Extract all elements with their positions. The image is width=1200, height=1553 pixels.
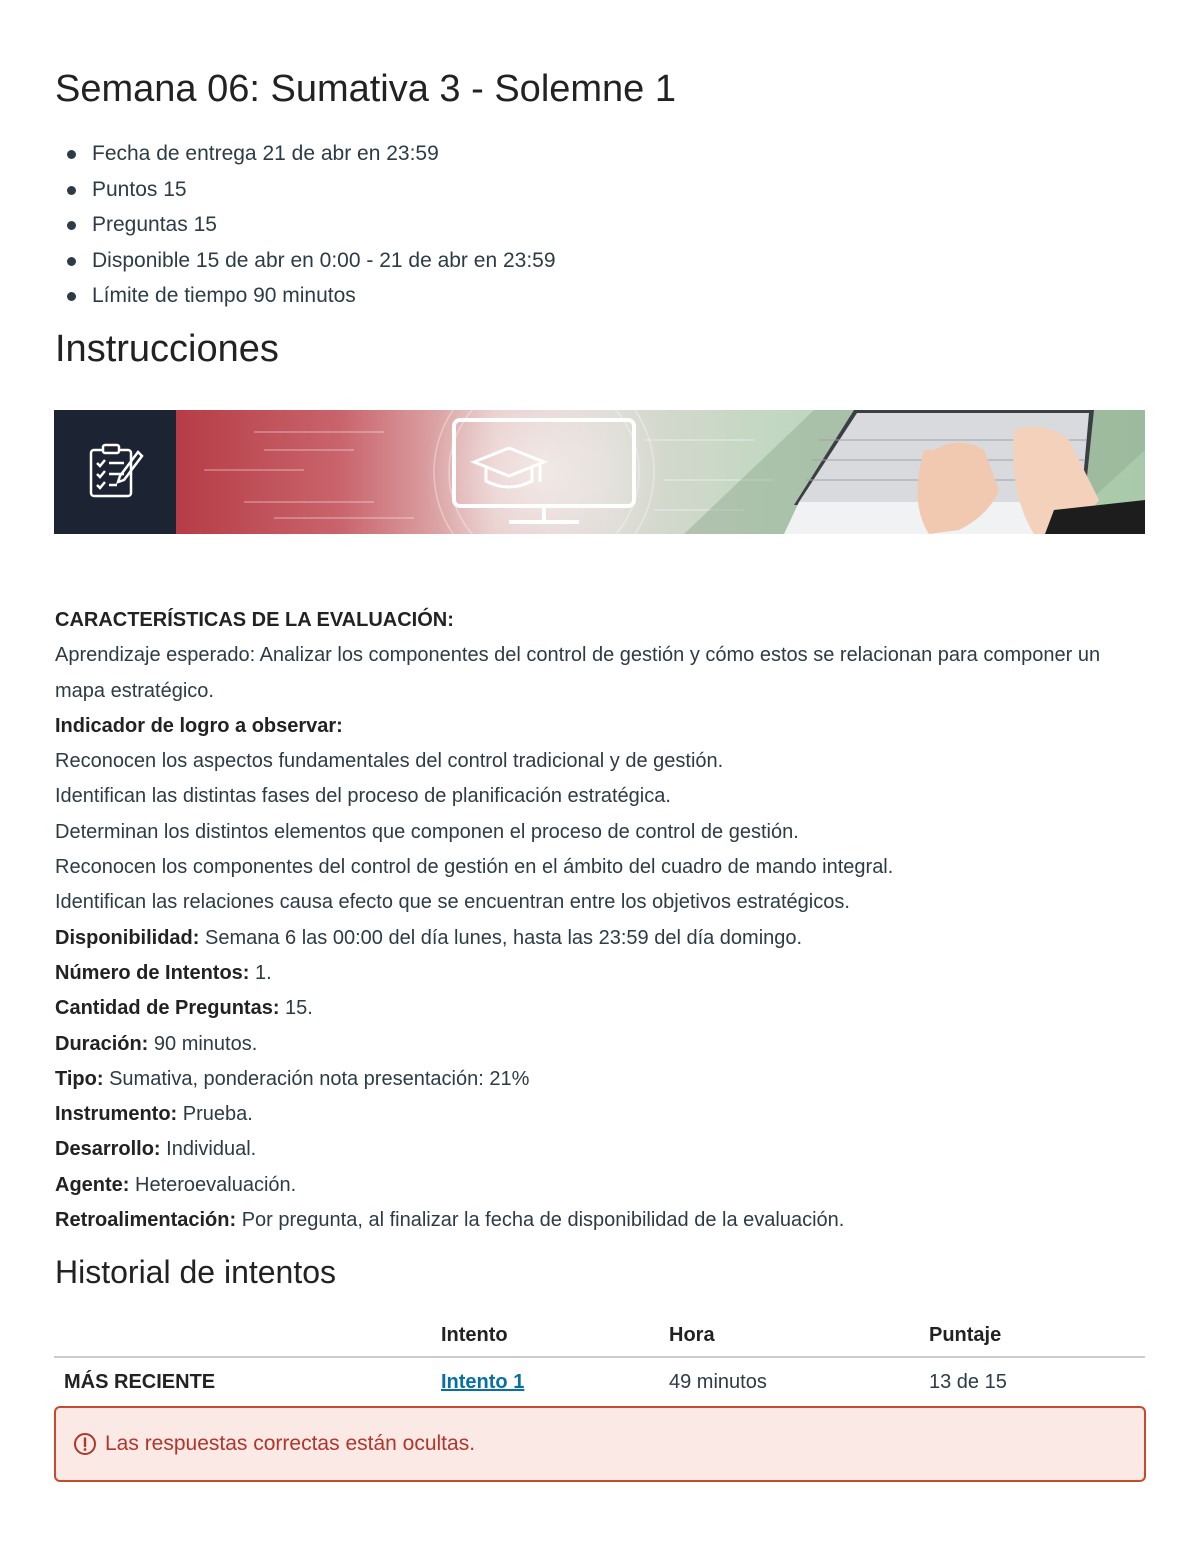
- detail-label: Retroalimentación:: [55, 1209, 237, 1232]
- quiz-meta-list: [55, 136, 556, 314]
- detail-label: Cantidad de Preguntas:: [55, 997, 280, 1020]
- detail-label: Disponibilidad:: [55, 926, 200, 949]
- detail-availability: [55, 921, 1145, 956]
- indicator-item: Reconocen los aspectos fundamentales del control tradicional y de gestión.: [55, 750, 724, 773]
- indicator-item: Identifican las relaciones causa efecto que se encuentran entre los objetivos estratégicos.: [55, 891, 850, 914]
- detail-label: Tipo:: [55, 1067, 104, 1090]
- latest-label: MÁS RECIENTE: [64, 1370, 216, 1393]
- attempts-table: [54, 1314, 1145, 1406]
- score-cell: 13 de 15: [929, 1370, 1007, 1393]
- detail-type: [55, 1062, 1145, 1097]
- indicator-heading: Indicador de logro a observar:: [55, 714, 343, 737]
- detail-label: Agente:: [55, 1173, 130, 1196]
- column-header-attempt: Intento: [441, 1323, 508, 1346]
- detail-label: Instrumento:: [55, 1103, 178, 1126]
- learning-outcome: Aprendizaje esperado: Analizar los componentes del control de gestión y cómo estos se relacionan para componer un mapa estratégico.: [55, 644, 1101, 702]
- detail-questions: [55, 991, 1145, 1026]
- characteristics-heading: CARACTERÍSTICAS DE LA EVALUACIÓN:: [55, 609, 454, 631]
- questions-count: Preguntas 15: [55, 207, 556, 243]
- indicator-item: Determinan los distintos elementos que componen el proceso de control de gestión.: [55, 820, 799, 843]
- detail-duration: [55, 1027, 1145, 1062]
- due-date: Fecha de entrega 21 de abr en 23:59: [55, 136, 556, 172]
- instructions-banner: [54, 410, 1145, 534]
- detail-agent: [55, 1168, 1145, 1203]
- detail-value: 1.: [249, 961, 272, 984]
- column-header-blank: [54, 1314, 431, 1357]
- history-heading: Historial de intentos: [55, 1254, 337, 1290]
- detail-value: 15.: [279, 997, 313, 1020]
- page-title: Semana 06: Sumativa 3 - Solemne 1: [55, 68, 677, 110]
- indicator-item: Identifican las distintas fases del proceso de planificación estratégica.: [55, 785, 671, 808]
- indicator-item: Reconocen los componentes del control de gestión en el ámbito del cuadro de mando integral.: [55, 856, 894, 879]
- detail-development: [55, 1132, 1145, 1167]
- detail-instrument: [55, 1097, 1145, 1132]
- availability: Disponible 15 de abr en 0:00 - 21 de abr en 23:59: [55, 243, 556, 279]
- detail-value: Heteroevaluación.: [129, 1173, 297, 1196]
- detail-value: Por pregunta, al finalizar la fecha de disponibilidad de la evaluación.: [236, 1209, 845, 1232]
- detail-value: Prueba.: [177, 1103, 253, 1126]
- attempt-cell: [431, 1357, 659, 1406]
- table-row: [54, 1357, 1145, 1406]
- detail-value: Semana 6 las 00:00 del día lunes, hasta las 23:59 del día domingo.: [199, 926, 803, 949]
- time-cell: 49 minutos: [669, 1370, 767, 1393]
- detail-value: Individual.: [160, 1138, 257, 1161]
- detail-attempts: [55, 956, 1145, 991]
- detail-label: Número de Intentos:: [55, 961, 250, 984]
- alert-text: Las respuestas correctas están ocultas.: [105, 1432, 476, 1455]
- time-limit: Límite de tiempo 90 minutos: [55, 278, 556, 314]
- table-header-row: [54, 1314, 1145, 1357]
- detail-value: 90 minutos.: [148, 1032, 258, 1055]
- instructions-heading: Instrucciones: [55, 328, 279, 370]
- attempt-link[interactable]: Intento 1: [441, 1370, 525, 1393]
- column-header-time: Hora: [669, 1323, 715, 1346]
- instructions-content: [55, 603, 1145, 1238]
- detail-label: Duración:: [55, 1032, 149, 1055]
- column-header-score: Puntaje: [929, 1323, 1002, 1346]
- hidden-answers-alert: [54, 1406, 1146, 1482]
- warning-circle-icon: [73, 1432, 97, 1456]
- detail-label: Desarrollo:: [55, 1138, 161, 1161]
- detail-value: Sumativa, ponderación nota presentación: 21%: [103, 1067, 530, 1090]
- points: Puntos 15: [55, 172, 556, 208]
- detail-feedback: [55, 1203, 1145, 1238]
